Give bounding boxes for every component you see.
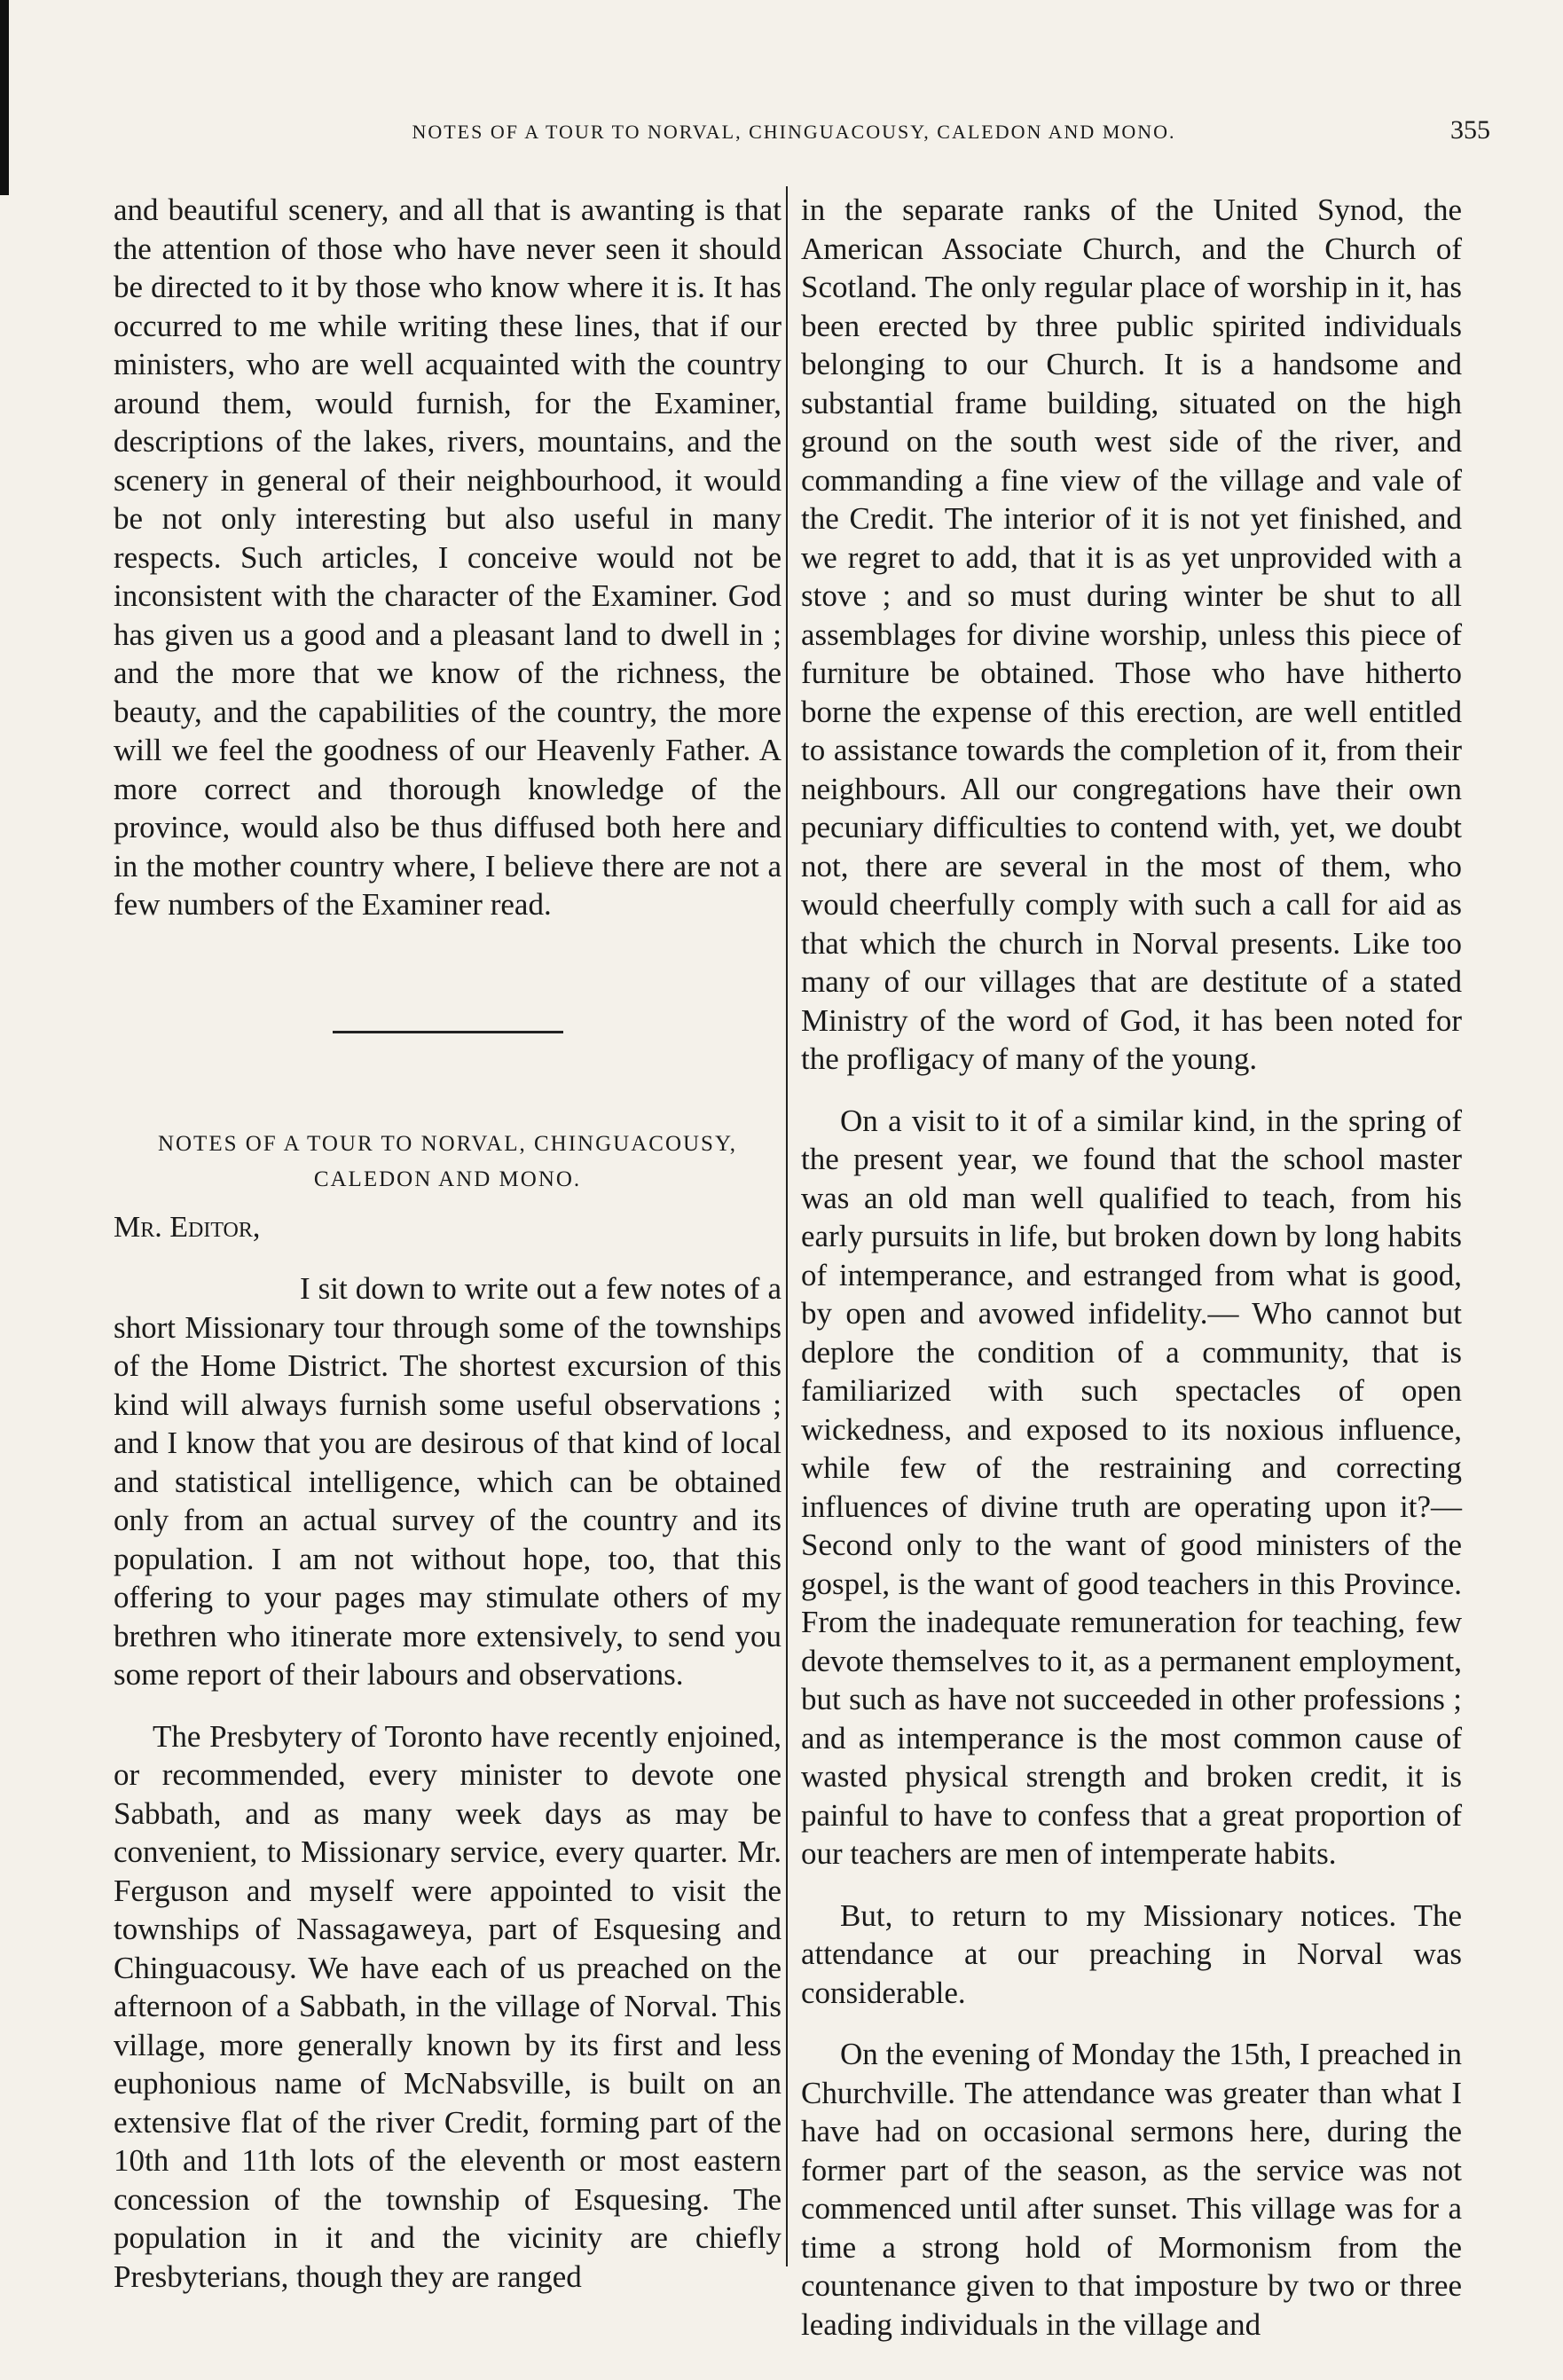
article-paragraph-1: I sit down to write out a few notes of a short Missionary tour through some of the townships of the Home District. The shortest excursion of this kind will always furnish some useful observations ; and I know that you are desirous of that kind of local and statistical intelligence, which can be obtained only from an actual survey of the country and its population. I am not without hope, too, that this offering to your pages may stimulate others of my brethren who itinerate more extensively, to send you some report of their labours and observations. bbox=[114, 1271, 782, 1692]
column-divider bbox=[786, 186, 788, 2266]
running-head: NOTES OF A TOUR TO NORVAL, CHINGUACOUSY, CALEDON AND MONO. bbox=[412, 121, 1176, 143]
right-column bbox=[801, 191, 1462, 2344]
article-heading: NOTES OF A TOUR TO NORVAL, CHINGUACOUSY, CALEDON AND MONO. bbox=[157, 1131, 738, 1191]
article-paragraph-2: The Presbytery of Toronto have recently enjoined, or recommended, every minister to devote one Sabbath, and as many week days as may be convenient, to Missionary service, every quarter. Mr. Ferguson and myself were appointed to visit the townships of Nassagaweya, part of Esquesing and Chinguacousy. We have each of us preached on the afternoon of a Sabbath, in the village of Norval. This village, more generally known by its first and less euphonious name of McNabsville, is built on an extensive flat of the river Credit, forming part of the 10th and 11th lots of the eleventh or most eastern concession of the township of Esquesing. The population in it and the vicinity are chiefly Presbyterians, though they are ranged bbox=[114, 1718, 782, 2294]
page-header bbox=[115, 115, 1490, 151]
right-paragraph-3: But, to return to my Missionary notices. The attendance at our preaching in Norval was considerable. bbox=[801, 1897, 1462, 2010]
article-separator-rule bbox=[333, 1031, 563, 1033]
right-paragraph-2: On a visit to it of a similar kind, in the spring of the present year, we found that the school master was an old man well qualified to teach, from his early pursuits in life, but broken down by long habits of intemperance, and estranged from what is good, by open and avowed infidelity.— Who cannot but deplore the condition of a community, that is familiarized with such spectacles of open wickedness, and exposed to its noxious influence, while few of the restraining and correcting influences of divine truth are operating upon it?— Second only to the want of good ministers of the gospel, is the want of good teachers in this Province. From the inadequate remuneration for teaching, few devote themselves to it, as a permanent employment, but such as have not succeeded in other professions ; and as intemperance is the most common cause of wasted physical strength and broken credit, it is painful to have to confess that a great proportion of our teachers are men of intemperate habits. bbox=[801, 1103, 1462, 1871]
right-paragraph-4: On the evening of Monday the 15th, I preached in Churchville. The attendance was greater than what I have had on occasional sermons here, during the former part of the season, as the service was not commenced until after sunset. This village was for a time a strong hold of Mormonism from the countenance given to that imposture by two or three leading individuals in the village and bbox=[801, 2037, 1462, 2342]
left-column bbox=[114, 191, 782, 2296]
continued-paragraph: and beautiful scenery, and all that is awanting is that the attention of those who have never seen it should be directed to it by those who know where it is. It has occurred to me while writing these lines, that if our ministers, who are well acquainted with the country around them, would furnish, for the Examiner, descriptions of the lakes, rivers, mountains, and the scenery in general of their neighbourhood, it would be not only interesting but also useful in many respects. Such articles, I conceive would not be inconsistent with the character of the Examiner. God has given us a good and a pleasant land to dwell in ; and the more that we know of the richness, the beauty, and the capabilities of the country, the more will we feel the goodness of our Heavenly Father. A more correct and thorough knowledge of the province, would also be thus diffused both here and in the mother country where, I believe there are not a few numbers of the Examiner read. bbox=[114, 192, 782, 922]
page-number: 355 bbox=[1450, 115, 1490, 145]
scan-edge-mark bbox=[0, 0, 9, 195]
right-paragraph-1: in the separate ranks of the United Synod, the American Associate Church, and the Church of Scotland. The only regular place of worship in it, has been erected by three public spirited individuals belonging to our Church. It is a handsome and substantial frame building, situated on the high ground on the south west side of the river, and commanding a fine view of the village and vale of the Credit. The interior of it is not yet finished, and we regret to add, that it is as yet unprovided with a stove ; and so must during winter be shut to all assemblages for divine worship, unless this piece of furniture be obtained. Those who have hitherto borne the expense of this erection, are well entitled to assistance towards the completion of it, from their neighbours. All our congregations have their own pecuniary difficulties to contend with, yet, we doubt not, there are several in the most of them, who would cheerfully comply with such a call for aid as that which the church in Norval presents. Like too many of our villages that are destitute of a stated Ministry of the word of God, it has been noted for the profligacy of many of the young. bbox=[801, 192, 1462, 1076]
salutation: Mr. Editor, bbox=[114, 1210, 261, 1244]
